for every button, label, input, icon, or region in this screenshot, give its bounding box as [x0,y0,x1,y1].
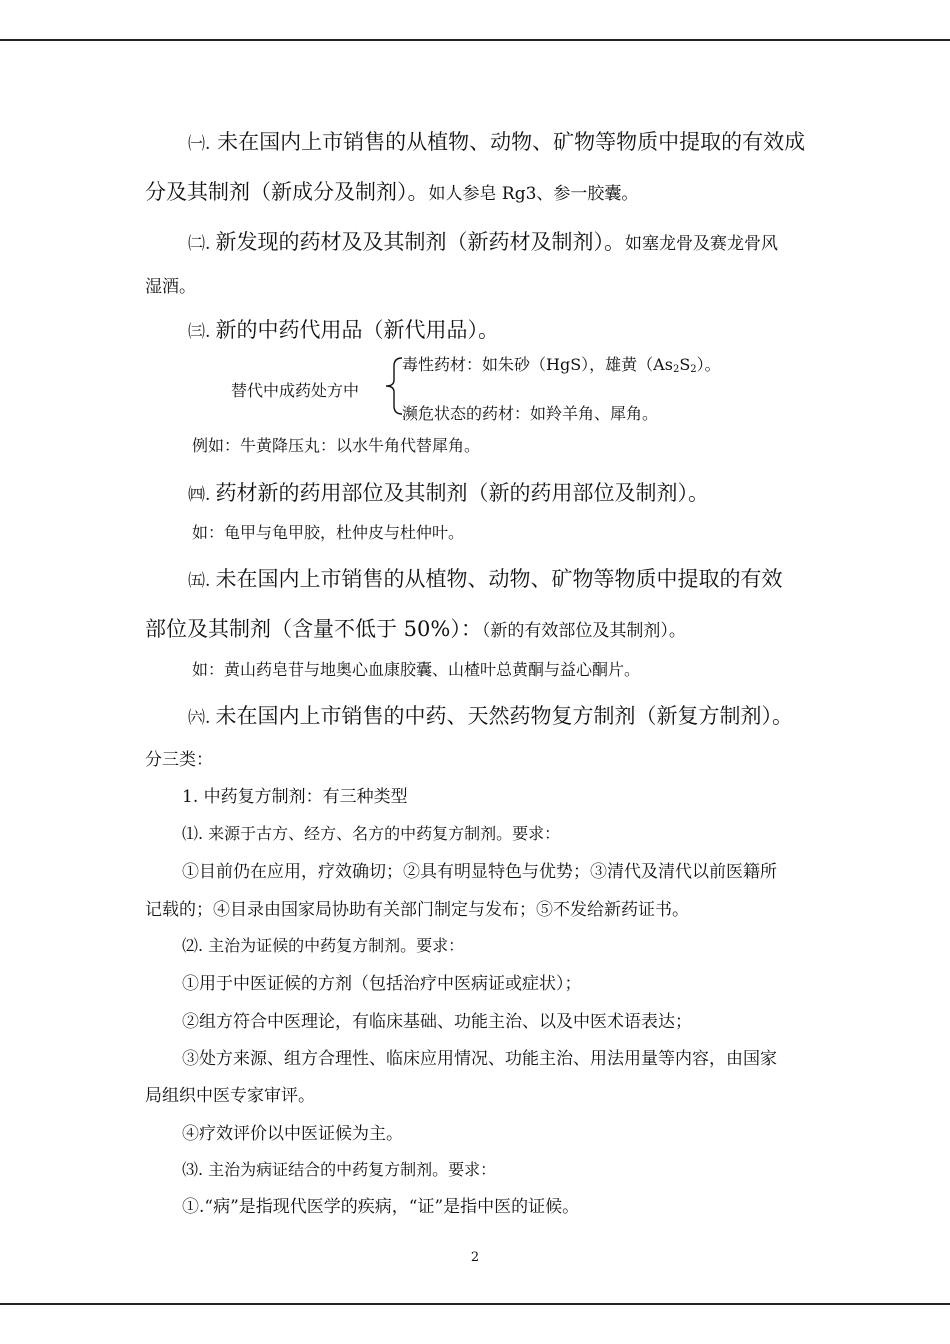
item-2-line-1 [188,226,778,256]
item-2-line-2: 湿酒。 [145,277,196,297]
item-5-example: 如：黄山药皂苷与地奥心血康胶囊、山楂叶总黄酮与益心酮片。 [192,660,641,679]
item-4-marker: ㈣. [188,485,211,505]
item-5-line-2 [145,613,686,643]
page-number: 2 [470,1250,480,1265]
subcategory-2-req-2: ②组方符合中医理论，有临床基础、功能主治、以及中医术语表达； [182,1012,692,1032]
item-1-example: 如人参皂 Rg3、参一胶囊。 [428,184,639,204]
subcategory-2-req-1: ①用于中医证候的方剂（包括治疗中医病证或症状）； [182,974,582,994]
item-3-marker: ㈢. [188,322,211,342]
item-5-subtitle: （新的有效部位及其制剂）。 [481,621,686,641]
item-4-example: 如：龟甲与龟甲胶，杜仲皮与杜仲叶。 [192,523,465,542]
subcategory-2-req-3-line-2: 局组织中医专家审评。 [145,1086,315,1106]
branch-1-text-3: ）。 [696,355,721,374]
item-2-example: 如塞龙骨及赛龙骨风 [625,234,778,254]
category-1-heading: 1. 中药复方制剂：有三种类型 [182,787,408,807]
subcategory-2-req-4: ④疗效评价以中医证候为主。 [182,1124,403,1144]
item-1-marker: ㈠. [188,134,211,154]
subcategory-2-req-3-line-1: ③处方来源、组方合理性、临床应用情况、功能主治、用法用量等内容，由国家 [182,1049,777,1069]
item-4-title: 药材新的药用部位及其制剂（新的药用部位及制剂）。 [215,481,709,505]
item-1-line-2 [145,176,638,206]
subcategory-3: ⑶. 主治为病证结合的中药复方制剂。要求： [182,1160,497,1179]
subcategory-1-req-line-2: 记载的；④目录由国家局协助有关部门制定与发布；⑤不发给新药证书。 [145,900,689,920]
item-6-line-1 [188,700,793,730]
item-1-title-end: 分及其制剂（新成分及制剂）。 [145,180,429,204]
curly-brace-icon [382,356,404,416]
item-1-text: 未在国内上市销售的从植物、动物、矿物等物质中提取的有效成 [217,130,806,154]
branch-1-text-2: S [679,355,691,374]
item-5-title: 未在国内上市销售的从植物、动物、矿物等物质中提取的有效 [215,567,783,591]
subcategory-3-req-1: ①.“病”是指现代医学的疾病，“证”是指中医的证候。 [182,1197,580,1217]
item-5-line-1 [188,563,783,593]
item-2-marker: ㈡. [188,234,211,254]
subcategory-2: ⑵. 主治为证候的中药复方制剂。要求： [182,936,465,955]
item-2-title: 新发现的药材及及其制剂（新药材及制剂）。 [215,230,625,254]
footer-rule [0,1303,950,1305]
item-1-line-1 [188,126,805,156]
item-3-line-1 [188,314,499,344]
item-6-title: 未在国内上市销售的中药、天然药物复方制剂（新复方制剂）。 [215,704,793,728]
item-5-title-end: 部位及其制剂（含量不低于 50%）： [145,617,482,641]
branch-1-text: 毒性药材：如朱砂（HgS），雄黄（As [402,355,673,374]
brace-label: 替代中成药处方中 [231,381,360,400]
header-rule [0,39,950,41]
item-6-marker: ㈥. [188,708,211,728]
branch-1-sub-1: 2 [672,364,680,375]
item-6-line-2: 分三类： [145,750,213,770]
item-3-example: 例如：牛黄降压丸：以水牛角代替犀角。 [192,436,481,455]
branch-1-sub-2: 2 [690,364,697,375]
item-3-title: 新的中药代用品（新代用品）。 [215,318,499,342]
brace-branch-1 [402,352,721,375]
item-5-marker: ㈤. [188,571,211,591]
brace-branch-2: 濒危状态的药材：如羚羊角、犀角。 [402,404,659,423]
item-4-line-1 [188,477,709,507]
subcategory-1: ⑴. 来源于古方、经方、名方的中药复方制剂。要求： [182,824,561,843]
subcategory-1-req-line-1: ①目前仍在应用，疗效确切；②具有明显特色与优势；③清代及清代以前医籍所 [182,862,777,882]
